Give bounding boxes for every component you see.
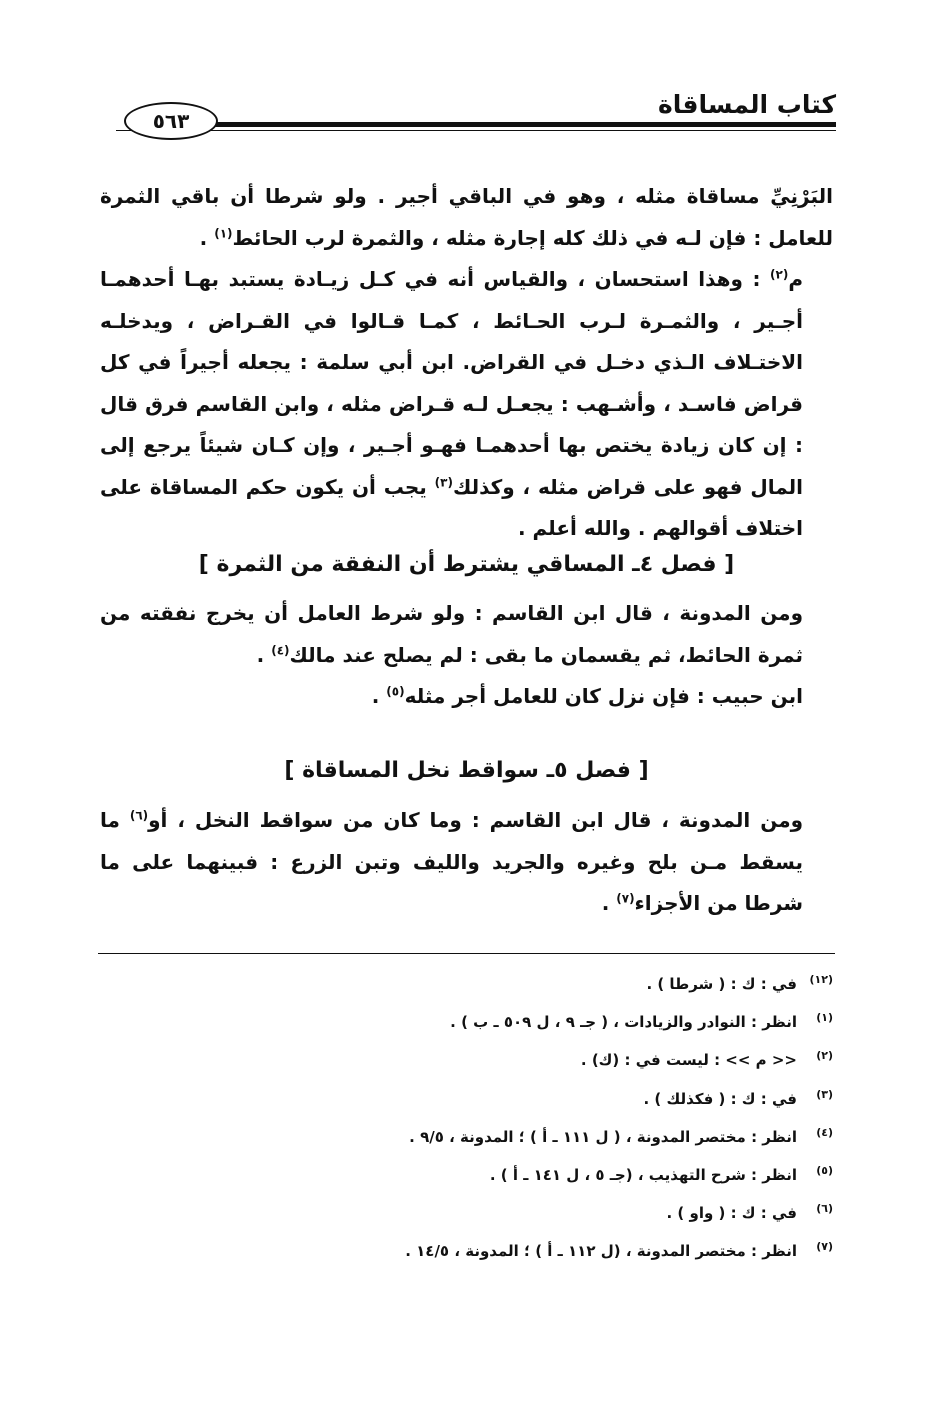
footnote: (٢)<< م >> : ليست في : (ك) . [580, 1049, 833, 1070]
footnote: (٣)في : ك : ( فكذلك ) . [643, 1087, 833, 1108]
footnote-separator [98, 953, 835, 954]
footnote-text: في : ك : ( واو ) . [666, 1204, 797, 1223]
footnote-ref: (٣) [434, 474, 453, 489]
footnote: (١٢)في : ك : ( شرطا ) . [646, 973, 833, 993]
paragraph-text: ومن المدونة ، قال ابن القاسم : ولو شرط العامل أن يخرج نفقته من ثمرة الحائط، ثم يقسمان ما بقى : لم يصلح عند مالك [100, 601, 803, 667]
header-rule-thick [206, 122, 836, 127]
section-5-heading: [ فصل ٥ـ سواقط نخل المساقاة ] [284, 758, 649, 783]
footnote-text: انظر : مختصر المدونة ، (ل ١١٢ ـ أ ) ؛ المدونة ، ١٤/٥ . [405, 1242, 797, 1261]
footnote: (٦)في : ك : ( واو ) . [666, 1202, 833, 1223]
footnotes [100, 965, 833, 1271]
footnote-ref: (٤) [271, 642, 290, 657]
paragraph-text: ابن حبيب : فإن نزل كان للعامل أجر مثله [404, 684, 803, 708]
footnote: (٥)انظر : شرح التهذيب ، (جـ ٥ ، ل ١٤١ ـ أ ) . [489, 1163, 833, 1184]
page-number: ٥٦٣ [152, 109, 190, 133]
paragraph-text: ومن المدونة ، قال ابن القاسم : وما كان من سواقط النخل ، أو [148, 808, 804, 832]
footnote-text: انظر : النوادر والزيادات ، ( جـ ٩ ، ل ٥٠٩ ـ ب ) . [450, 1013, 797, 1032]
footnote-text: << م >> : ليست في : (ك) . [580, 1051, 797, 1070]
footnote-ref: (٦) [129, 808, 149, 823]
paragraph-text: . [199, 225, 215, 250]
paragraph [100, 676, 833, 718]
footnote-text: انظر : شرح التهذيب ، (جـ ٥ ، ل ١٤١ ـ أ ) . [489, 1165, 797, 1184]
footnote-text: في : ك : ( فكذلك ) . [643, 1089, 797, 1108]
paragraph-text: البَرْنِيِّ مساقاة مثله ، وهو في الباقي أجير . ولو شرطا أن باقي الثمرة للعامل : فإن لـه في ذلك كله إجارة مثله ، والثمرة لرب الحائط [100, 184, 833, 250]
footnote-text: انظر : مختصر المدونة ، ( ل ١١١ ـ أ ) ؛ المدونة ، ٩/٥ . [409, 1127, 797, 1146]
paragraph-commentary [100, 259, 833, 550]
paragraph [100, 593, 833, 676]
paragraph-continuation [100, 176, 833, 259]
book-title: كتاب المساقاة [657, 90, 836, 119]
footnote: (٤)انظر : مختصر المدونة ، ( ل ١١١ ـ أ ) ؛ المدونة ، ٩/٥ . [409, 1125, 833, 1146]
footnote-text: في : ك : ( شرطا ) . [646, 975, 797, 993]
paragraph-text: ما يسقط مـن بلح وغيره والجريد والليف وتبن الزرع : فبينهما على ما شرطا من الأجزاء [100, 808, 803, 915]
running-header [96, 82, 836, 142]
footnote-ref: (٥) [386, 684, 405, 699]
paragraph [100, 800, 833, 925]
paragraph-text: م [788, 267, 803, 291]
page-number-badge [124, 102, 218, 140]
footnote: (٧)انظر : مختصر المدونة ، (ل ١١٢ ـ أ ) ؛ المدونة ، ١٤/٥ . [405, 1240, 833, 1261]
paragraph-text: . [371, 684, 387, 708]
paragraph-text: : وهذا استحسان ، والقياس أنه في كـل زيـادة يستبد بهـا أحدهمـا أجـير ، والثمـرة لـرب الحـائط ، كمـا قـالوا في القـراض ، ويدخلـه الاختـلاف الـذي دخـل في القراض. ابن أبي سلمة : يجعله أجيراً في كل قراض فاسـد ، وأشـهب : يجعـل لـه قـراض مثله ، وابن القاسم فرق قال : إن كان زيادة يختص بها أحدهمـا فهـو أجـير ، وإن كـان شيئاً يرجع إلى المال فهو على قراض مثله ، وكذلك [100, 267, 804, 499]
opening-text [100, 176, 833, 550]
footnote-ref: (٧) [616, 891, 635, 906]
footnote: (١)انظر : النوادر والزيادات ، ( جـ ٩ ، ل ٥٠٩ ـ ب ) . [450, 1011, 833, 1032]
section-5-text [100, 800, 833, 925]
section-4-heading: [ فصل ٤ـ المساقي يشترط أن النفقة من الثمرة ] [198, 552, 735, 577]
paragraph-text: . [601, 891, 617, 915]
paragraph-text: يجب أن يكون حكم المساقاة على اختلاف أقوالهم . والله أعلم . [100, 474, 803, 540]
paragraph-text: . [256, 642, 272, 667]
header-rule-thin [116, 130, 836, 131]
section-4-text [100, 593, 833, 718]
footnote-ref: (١) [214, 225, 233, 240]
footnote-ref: (٢) [770, 267, 789, 282]
